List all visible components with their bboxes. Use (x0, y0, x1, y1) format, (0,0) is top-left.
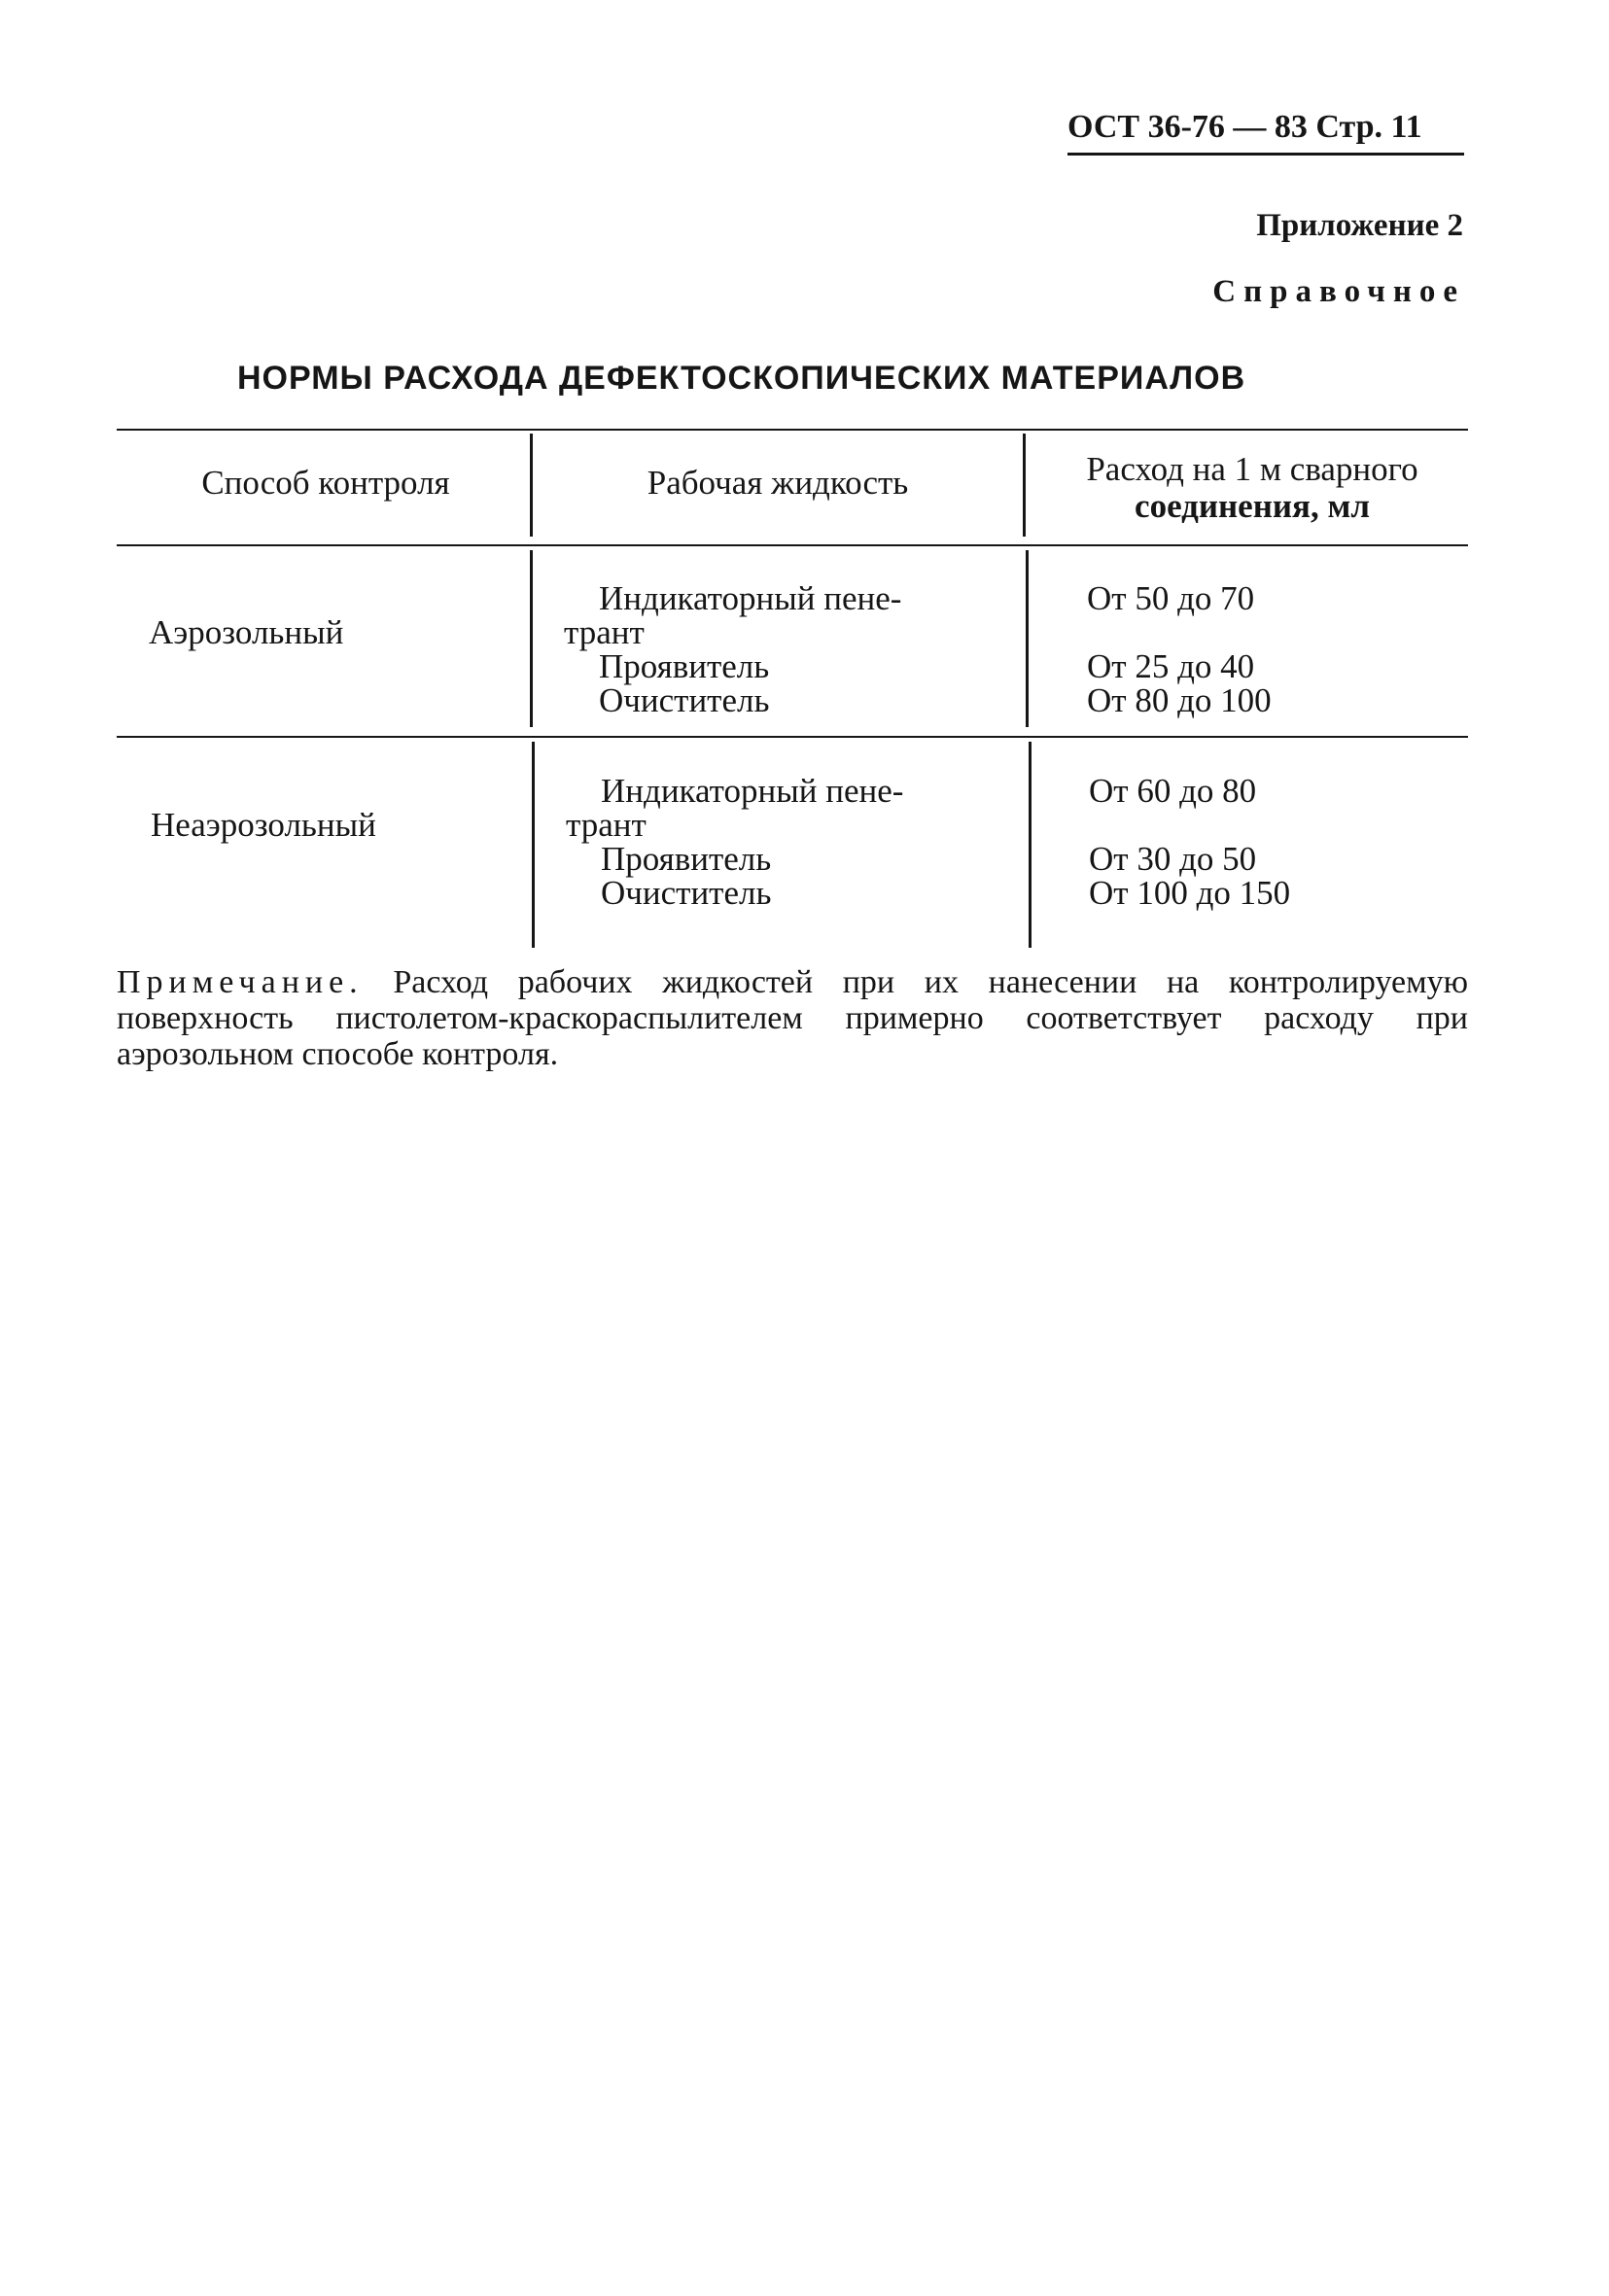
liquid-cell: Проявитель (601, 840, 772, 878)
column-divider-1 (532, 742, 535, 948)
liquid-cell: Проявитель (599, 647, 770, 685)
table-header-rule (117, 544, 1468, 546)
rate-cell: От 50 до 70 (1087, 579, 1255, 617)
table-title: НОРМЫ РАСХОДА ДЕФЕКТОСКОПИЧЕСКИХ МАТЕРИАЛОВ (237, 360, 1246, 397)
column-header-method: Способ контроля (201, 464, 450, 502)
liquid-cell: Очиститель (599, 681, 770, 719)
liquid-cell: Индикаторный пене- (601, 772, 904, 810)
liquid-cell: Индикаторный пене- (599, 579, 902, 617)
column-divider-2 (1026, 550, 1029, 727)
rate-cell: От 25 до 40 (1087, 647, 1255, 685)
rate-cell: От 80 до 100 (1087, 681, 1272, 719)
column-header-liquid: Рабочая жидкость (647, 464, 909, 502)
rate-cell: От 30 до 50 (1089, 840, 1257, 878)
table-row-divider (117, 736, 1468, 738)
column-divider-2 (1029, 742, 1032, 948)
column-header-rate: Расход на 1 м сварного (1086, 450, 1418, 488)
note-text: Расход рабочих жидкостей при их нанесении на контролируемую поверхность пистолетом-краскораспылителем примерно соответствует расходу при аэрозольном способе контроля. (117, 964, 1469, 1072)
liquid-cell: трант (564, 613, 645, 651)
note-label: Примечание. (117, 964, 364, 1000)
liquid-cell: трант (566, 806, 647, 844)
rate-cell: От 60 до 80 (1089, 772, 1257, 810)
method-cell: Аэрозольный (149, 613, 344, 651)
column-divider-1 (530, 434, 533, 537)
method-cell: Неаэрозольный (151, 806, 376, 844)
table-top-rule (117, 429, 1468, 431)
column-header-rate-unit: соединения, мл (1135, 487, 1370, 525)
document-code: ОСТ 36-76 — 83 Стр. 11 (1067, 109, 1422, 145)
appendix-label: Приложение 2 (1256, 208, 1463, 243)
liquid-cell: Очиститель (601, 874, 772, 912)
column-divider-1 (530, 550, 533, 727)
rate-cell: От 100 до 150 (1089, 874, 1291, 912)
header-underline (1067, 153, 1464, 156)
reference-label: Справочное (1212, 274, 1465, 309)
column-divider-2 (1023, 434, 1026, 537)
table-note (117, 964, 1468, 1072)
